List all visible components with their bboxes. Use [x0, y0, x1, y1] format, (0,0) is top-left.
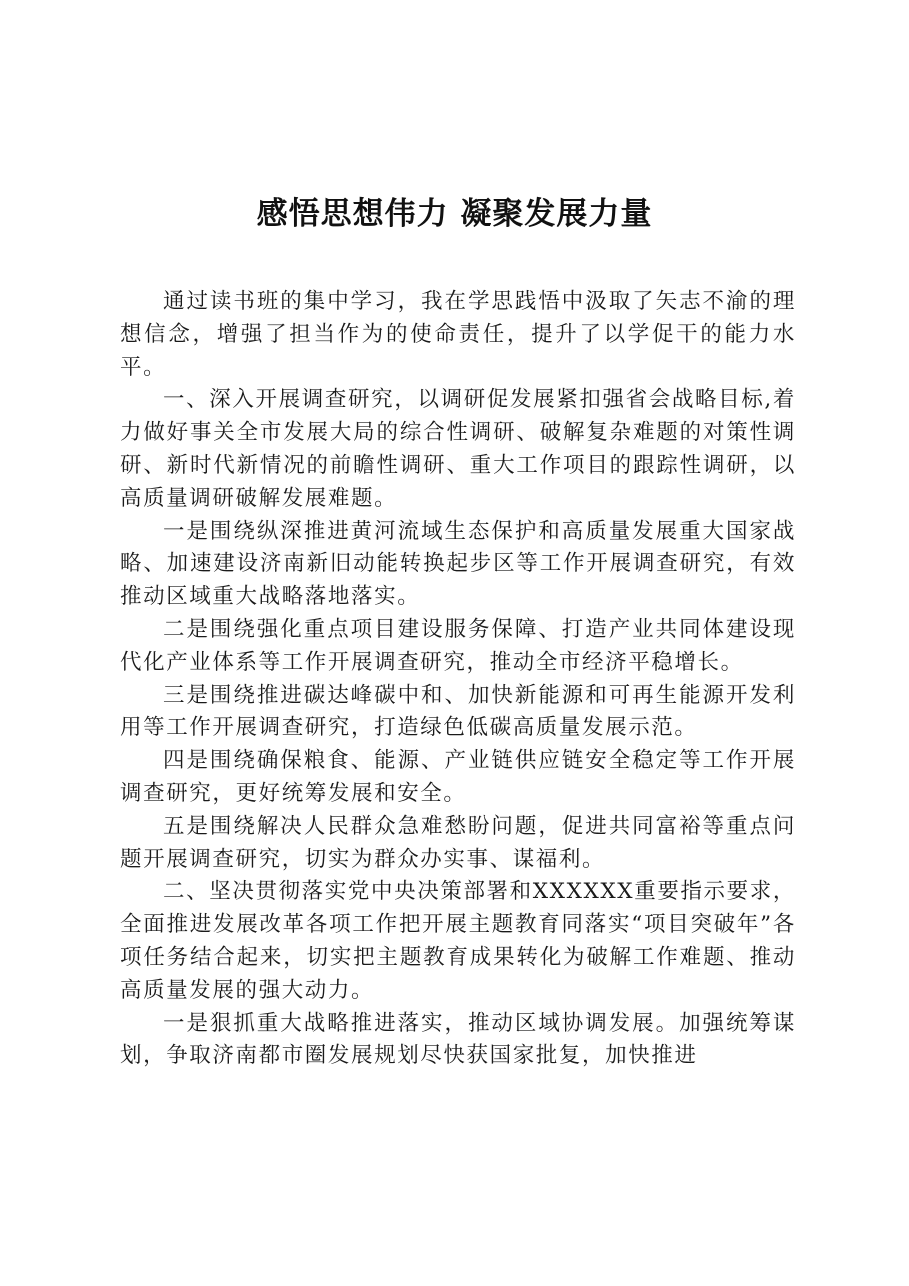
paragraph-item-1-4: 四是围绕确保粮食、能源、产业链供应链安全稳定等工作开展调查研究，更好统筹发展和安全。 [120, 748, 796, 806]
paragraph-item-1-2: 二是围绕强化重点项目建设服务保障、打造产业共同体建设现代化产业体系等工作开展调查研究，推动全市经济平稳增长。 [120, 616, 796, 675]
paragraph-intro: 通过读书班的集中学习，我在学思践悟中汲取了矢志不渝的理想信念，增强了担当作为的使命责任，提升了以学促干的能力水平。 [120, 289, 796, 380]
paragraph-item-1-5: 五是围绕解决人民群众急难愁盼问题，促进共同富裕等重点问题开展调查研究，切实为群众办实事、谋福利。 [120, 813, 796, 872]
paragraph-item-2-1: 一是狠抓重大战略推进落实，推动区域协调发展。加强统筹谋划，争取济南都市圈发展规划尽快获国家批复，加快推进 [120, 1010, 796, 1069]
document-title: 感悟思想伟力 凝聚发展力量 [256, 196, 653, 232]
paragraph-item-1-3: 三是围绕推进碳达峰碳中和、加快新能源和可再生能源开发利用等工作开展调查研究，打造绿色低碳高质量发展示范。 [120, 682, 796, 741]
document-body [120, 286, 796, 1073]
paragraph-item-1-1: 一是围绕纵深推进黄河流域生态保护和高质量发展重大国家战略、加速建设济南新旧动能转换起步区等工作开展调查研究，有效推动区域重大战略落地落实。 [120, 518, 796, 610]
paragraph-section-1: 一、深入开展调查研究，以调研促发展紧扣强省会战略目标,着力做好事关全市发展大局的综合性调研、破解复杂难题的对策性调研、新时代新情况的前瞻性调研、重大工作项目的跟踪性调研，以高质量调研破解发展难题。 [120, 387, 796, 511]
paragraph-section-2: 二、坚决贯彻落实党中央决策部署和XXXXXX重要指示要求，全面推进发展改革各项工作把开展主题教育同落实“项目突破年”各项任务结合起来，切实把主题教育成果转化为破解工作难题、推动高质量发展的强大动力。 [120, 879, 796, 1003]
